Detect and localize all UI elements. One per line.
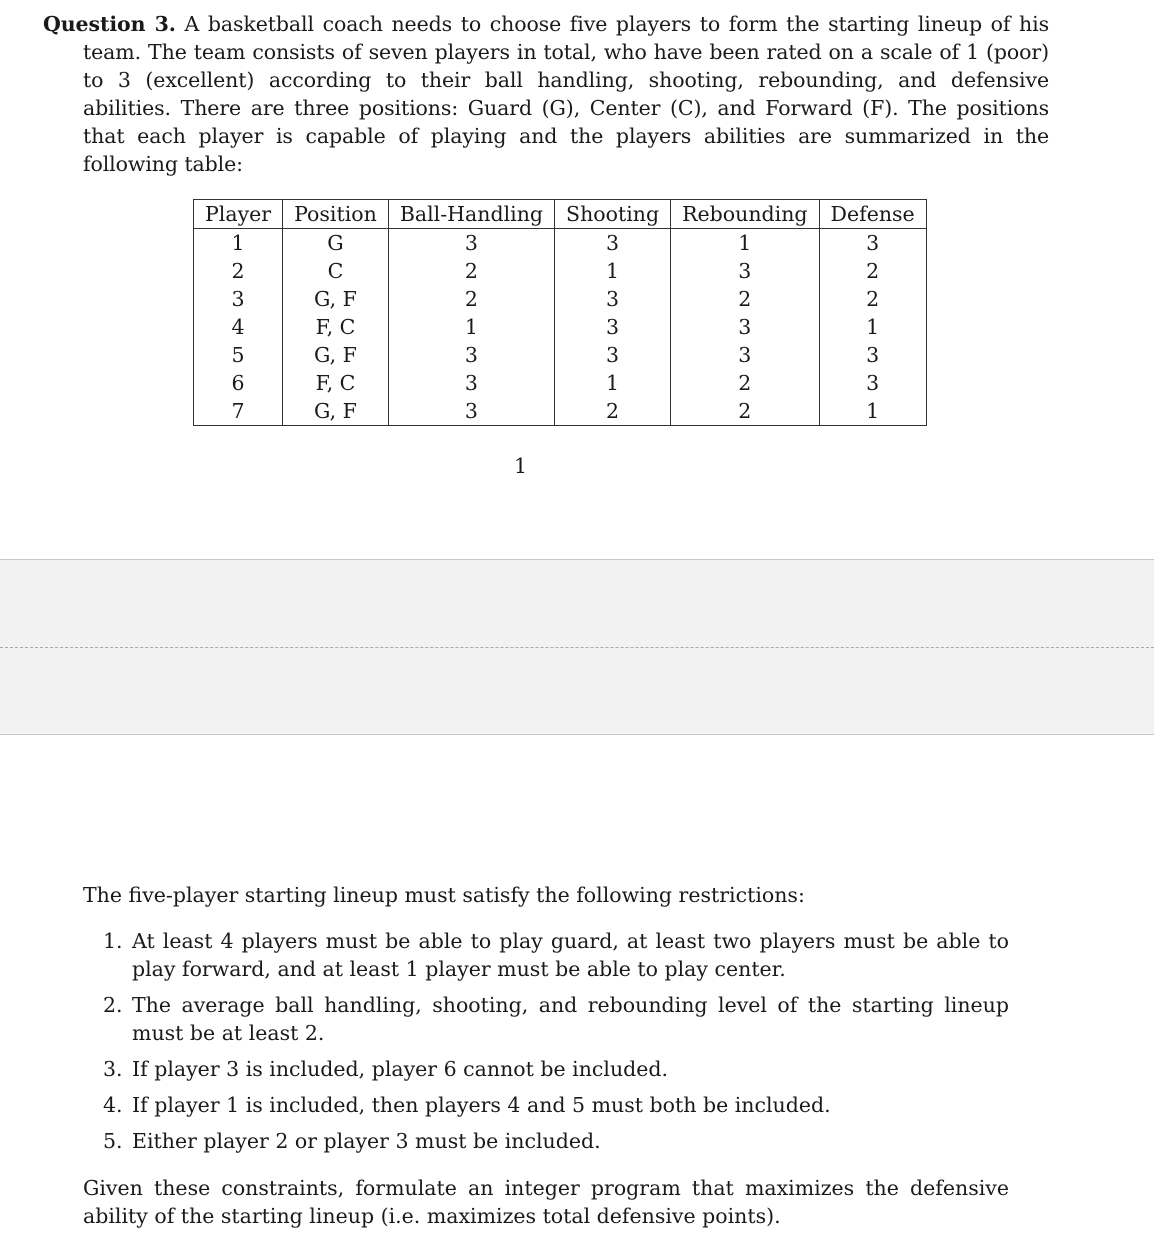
cell-position: C bbox=[283, 257, 389, 285]
closing-instruction: Given these constraints, formulate an integer program that maximizes the defensive ability of the starting lineup (i.e. maximizes total defensive points). bbox=[83, 1176, 1009, 1228]
cell-shooting: 3 bbox=[555, 285, 671, 313]
table-row bbox=[194, 257, 927, 285]
list-item-text: At least 4 players must be able to play guard, at least two players must be able to play forward, and at least 1 player must be able to play center. bbox=[132, 929, 1009, 981]
table-row bbox=[194, 313, 927, 341]
cell-ball-handling: 3 bbox=[388, 369, 554, 397]
cell-position: G, F bbox=[283, 341, 389, 369]
restrictions-intro: The five-player starting lineup must satisfy the following restrictions: bbox=[83, 883, 805, 907]
cell-player: 3 bbox=[231, 286, 245, 311]
page-number: 1 bbox=[514, 454, 528, 478]
list-item-text: If player 3 is included, player 6 cannot be included. bbox=[132, 1057, 669, 1081]
cell-defense: 3 bbox=[819, 229, 926, 258]
cell-position: F, C bbox=[283, 313, 389, 341]
cell-player: 6 bbox=[231, 370, 245, 395]
list-item bbox=[83, 991, 1009, 1047]
cell-shooting: 3 bbox=[555, 313, 671, 341]
cell-ball-handling: 3 bbox=[388, 397, 554, 426]
cell-rebounding: 3 bbox=[671, 313, 819, 341]
cell-rebounding: 2 bbox=[671, 397, 819, 426]
cell-player: 7 bbox=[231, 398, 245, 423]
cell-ball-handling: 2 bbox=[388, 285, 554, 313]
cell-shooting: 1 bbox=[555, 257, 671, 285]
cell-rebounding: 3 bbox=[671, 341, 819, 369]
cell-defense: 2 bbox=[819, 257, 926, 285]
table-row bbox=[194, 229, 927, 258]
restrictions-list bbox=[83, 927, 1009, 1163]
cell-player: 1 bbox=[231, 230, 245, 255]
cell-position: F, C bbox=[283, 369, 389, 397]
player-ratings-table bbox=[193, 199, 927, 426]
list-item bbox=[83, 927, 1009, 983]
cell-ball-handling: 2 bbox=[388, 257, 554, 285]
table-header-row bbox=[194, 200, 927, 229]
cell-position: G bbox=[283, 229, 389, 258]
cell-rebounding: 1 bbox=[671, 229, 819, 258]
list-item bbox=[83, 1091, 1009, 1119]
list-item-text: The average ball handling, shooting, and rebounding level of the starting lineup must be at least 2. bbox=[132, 993, 1009, 1045]
cell-rebounding: 3 bbox=[671, 257, 819, 285]
cell-player: 2 bbox=[231, 258, 245, 283]
table-row bbox=[194, 341, 927, 369]
cell-defense: 1 bbox=[819, 397, 926, 426]
list-item-text: If player 1 is included, then players 4 and 5 must both be included. bbox=[132, 1093, 831, 1117]
question-text bbox=[43, 10, 1049, 178]
header-shooting: Shooting bbox=[555, 200, 671, 229]
list-item-number: 2. bbox=[103, 993, 123, 1017]
list-item-text: Either player 2 or player 3 must be included. bbox=[132, 1129, 601, 1153]
list-item bbox=[83, 1055, 1009, 1083]
list-item-number: 4. bbox=[103, 1093, 123, 1117]
cell-shooting: 2 bbox=[555, 397, 671, 426]
cell-rebounding: 2 bbox=[671, 285, 819, 313]
cell-defense: 2 bbox=[819, 285, 926, 313]
table-row bbox=[194, 369, 927, 397]
cell-ball-handling: 3 bbox=[388, 229, 554, 258]
cell-shooting: 3 bbox=[555, 341, 671, 369]
table-row bbox=[194, 285, 927, 313]
header-ball-handling: Ball-Handling bbox=[388, 200, 554, 229]
question-label: Question 3. bbox=[43, 12, 176, 36]
cell-shooting: 1 bbox=[555, 369, 671, 397]
cell-position: G, F bbox=[283, 397, 389, 426]
cell-ball-handling: 1 bbox=[388, 313, 554, 341]
page-break-gap bbox=[0, 559, 1154, 735]
list-item-number: 5. bbox=[103, 1129, 123, 1153]
cell-defense: 3 bbox=[819, 369, 926, 397]
table-row bbox=[194, 397, 927, 426]
list-item-number: 1. bbox=[103, 929, 123, 953]
cell-rebounding: 2 bbox=[671, 369, 819, 397]
header-defense: Defense bbox=[819, 200, 926, 229]
cell-defense: 3 bbox=[819, 341, 926, 369]
cell-shooting: 3 bbox=[555, 229, 671, 258]
page-break-dashed-line bbox=[0, 647, 1154, 648]
header-player: Player bbox=[194, 200, 283, 229]
header-rebounding: Rebounding bbox=[671, 200, 819, 229]
cell-position: G, F bbox=[283, 285, 389, 313]
list-item-number: 3. bbox=[103, 1057, 123, 1081]
cell-player: 5 bbox=[231, 342, 245, 367]
cell-player: 4 bbox=[231, 314, 245, 339]
question-body: A basketball coach needs to choose five players to form the starting lineup of his team. The team consists of seven players in total, who have been rated on a scale of 1 (poor) to 3 (excellent) according to their ball handling, shooting, rebounding, and defensive abilities. There are three positions: Guard (G), Center (C), and Forward (F). The positions that each player is capable of playing and the players abilities are summarized in the following table: bbox=[83, 12, 1049, 176]
list-item bbox=[83, 1127, 1009, 1155]
header-position: Position bbox=[283, 200, 389, 229]
cell-ball-handling: 3 bbox=[388, 341, 554, 369]
cell-defense: 1 bbox=[819, 313, 926, 341]
